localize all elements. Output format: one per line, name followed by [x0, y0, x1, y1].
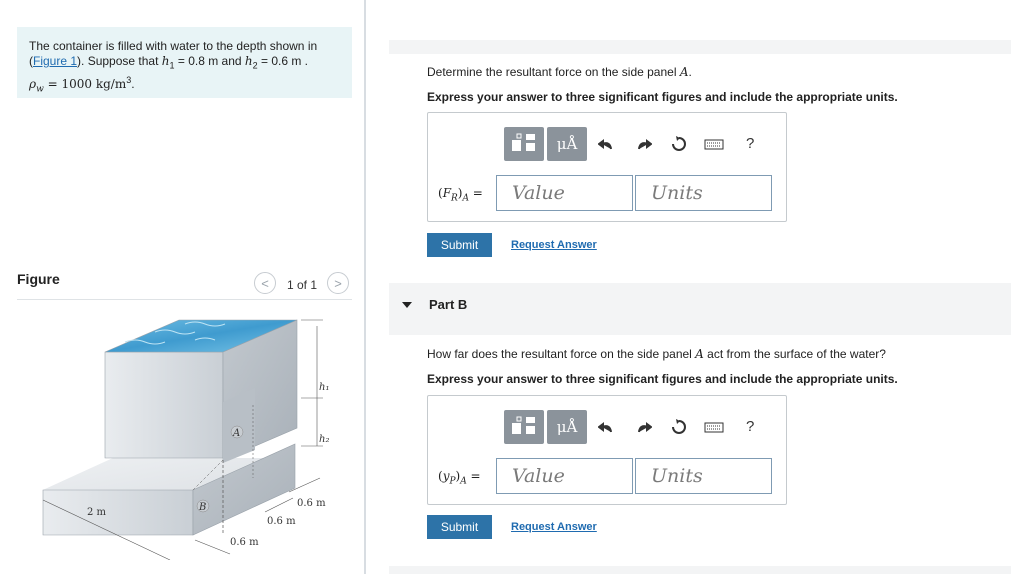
part-b-value-input[interactable]: [496, 458, 633, 494]
figure-divider: [17, 299, 352, 300]
reset-icon[interactable]: [670, 418, 688, 436]
keyboard-icon[interactable]: [704, 418, 724, 436]
part-a-units-input[interactable]: [635, 175, 772, 211]
part-a-answer-box: [427, 112, 787, 222]
help-button[interactable]: ?: [746, 135, 755, 152]
part-a-header-bar: [389, 40, 1011, 54]
part-a-submit-button[interactable]: Submit: [427, 233, 492, 257]
label-h1: h₁: [319, 382, 330, 393]
label-06-a: 0.6 m: [230, 537, 259, 548]
label-06-b: 0.6 m: [267, 516, 296, 527]
left-panel: [0, 0, 364, 574]
units-button[interactable]: μÅ: [547, 127, 587, 161]
right-panel: [366, 0, 1024, 574]
undo-icon[interactable]: [598, 135, 616, 153]
templates-button[interactable]: [504, 127, 544, 161]
lower-block-front: [43, 490, 193, 535]
templates-icon: [504, 127, 544, 161]
part-b-title[interactable]: Part B: [429, 297, 468, 312]
caret-down-icon[interactable]: [402, 302, 412, 308]
label-h2: h₂: [319, 434, 330, 445]
keyboard-icon[interactable]: [704, 135, 724, 153]
part-b-header-bar: [389, 283, 1011, 335]
figure-next-button[interactable]: [327, 272, 349, 294]
figure-title: Figure: [17, 271, 60, 287]
part-b-units-input[interactable]: [635, 458, 772, 494]
chevron-right-icon: >: [334, 275, 342, 291]
part-b-answer-box: [427, 395, 787, 505]
part-a-request-answer-link[interactable]: Request Answer: [511, 239, 597, 251]
redo-icon[interactable]: [634, 135, 652, 153]
problem-statement: [17, 27, 352, 98]
label-06-c: 0.6 m: [297, 498, 326, 509]
label-a: A: [233, 428, 241, 439]
part-b-instruction: Express your answer to three significant figures and include the appropriate units.: [427, 372, 898, 386]
problem-line-2: (Figure 1). Suppose that $h_1 = 0.8$ m and $h_2 = 0.6$ m .: [29, 54, 309, 71]
part-a-answer-label: $(F_R)_A$ =: [438, 186, 483, 204]
problem-line-3: $\rho_w = 1000$ $kg/m^3$.: [29, 75, 135, 95]
undo-icon[interactable]: [598, 418, 616, 436]
label-b: B: [199, 502, 207, 513]
part-a-value-input[interactable]: [496, 175, 633, 211]
part-b-answer-label: $(y_P)_A$ =: [438, 469, 481, 487]
dim-06-line-a: [195, 540, 230, 554]
part-b-question: How far does the resultant force on the side panel A act from the surface of the water?: [427, 347, 886, 361]
reset-icon[interactable]: [670, 135, 688, 153]
next-part-bar: [389, 566, 1011, 574]
figure-header: [17, 270, 352, 298]
part-a-question: Determine the resultant force on the side panel A.: [427, 65, 692, 79]
help-button[interactable]: ?: [746, 418, 755, 435]
redo-icon[interactable]: [634, 418, 652, 436]
problem-line-1: The container is filled with water to the depth shown in: [29, 39, 318, 53]
templates-icon: [504, 410, 544, 444]
tall-block-front: [105, 352, 223, 458]
label-2m: 2 m: [87, 507, 107, 518]
templates-button[interactable]: [504, 410, 544, 444]
units-button[interactable]: μÅ: [547, 410, 587, 444]
part-a-instruction: Express your answer to three significant figures and include the appropriate units.: [427, 90, 898, 104]
chevron-left-icon: <: [261, 275, 269, 291]
part-b-request-answer-link[interactable]: Request Answer: [511, 521, 597, 533]
part-b-submit-button[interactable]: Submit: [427, 515, 492, 539]
figure-prev-button[interactable]: [254, 272, 276, 294]
figure-link[interactable]: Figure 1: [33, 54, 78, 68]
figure-counter: 1 of 1: [287, 278, 318, 292]
container-figure: [25, 310, 345, 560]
